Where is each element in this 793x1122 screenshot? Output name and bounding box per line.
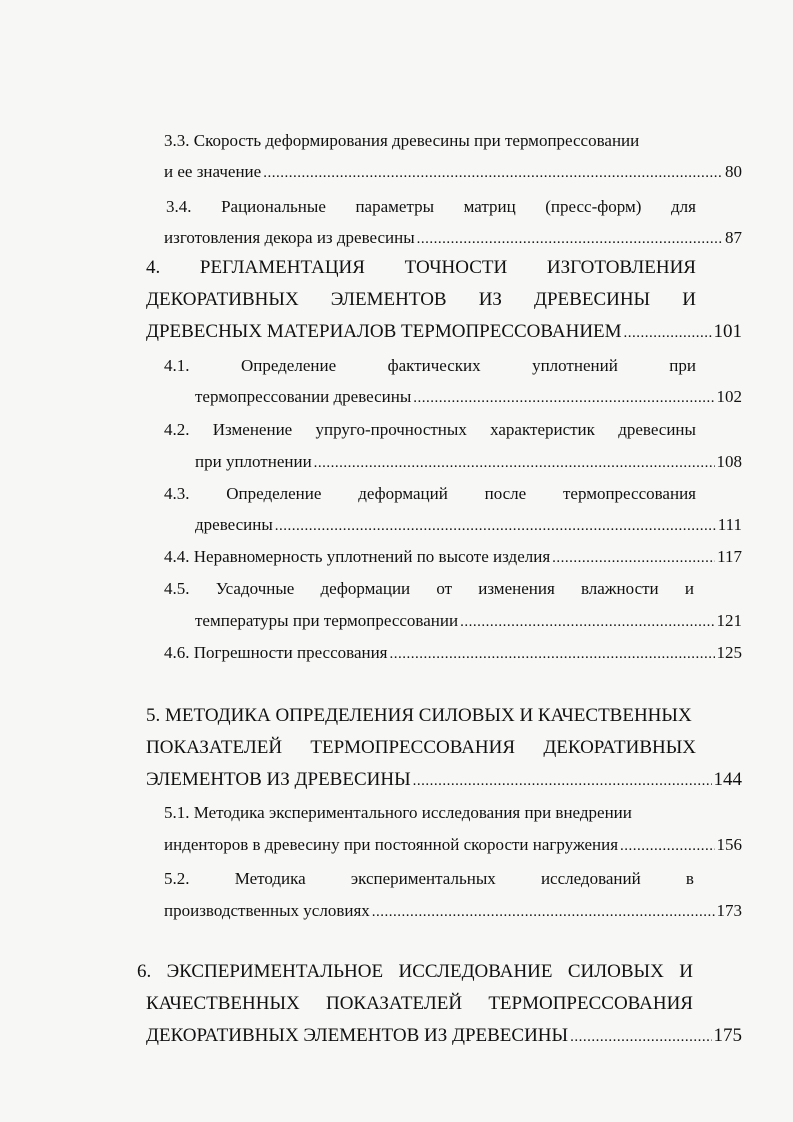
dot-leader [417, 228, 723, 249]
toc-entry-text: 4.6. Погрешности прессования [164, 643, 388, 662]
toc-6-line-2 [146, 994, 693, 1014]
toc-3-3-line-2 [164, 162, 742, 183]
toc-4-1-line-1 [164, 356, 696, 376]
toc-word: фактических [387, 356, 481, 375]
toc-word: ИЗГОТОВЛЕНИЯ [546, 257, 696, 278]
toc-word: ДРЕВЕСИНЫ [534, 289, 651, 310]
page-number: 117 [717, 547, 742, 566]
toc-entry-text: инденторов в древесину при постоянной скорости нагружения [164, 835, 619, 854]
page-number: 144 [713, 769, 742, 790]
toc-word: ПОКАЗАТЕЛЕЙ [325, 993, 463, 1014]
page-number: 108 [716, 452, 742, 471]
toc-word: деформаций [358, 484, 448, 503]
toc-entry-text: производственных условиях [164, 901, 370, 920]
toc-word: исследований [540, 869, 641, 888]
toc-word: 4.1. [164, 356, 190, 375]
toc-word: 4.3. [164, 484, 190, 503]
toc-word: уплотнений [532, 356, 618, 375]
toc-word: ИССЛЕДОВАНИЕ [398, 961, 553, 982]
page-number: 102 [716, 387, 742, 406]
toc-3-4-line-2 [164, 228, 742, 249]
toc-word: 3.3. Скорость деформирования древесины при термопрессовании [164, 131, 640, 150]
dot-leader [620, 835, 714, 856]
toc-word: (пресс-форм) [545, 197, 642, 216]
toc-4-3-line-1 [164, 484, 696, 504]
toc-entry-text: древесины [195, 515, 273, 534]
toc-word: РЕГЛАМЕНТАЦИЯ [199, 257, 365, 278]
dot-leader [314, 452, 715, 473]
toc-word: влажности [580, 579, 659, 598]
toc-word: ТЕРМОПРЕССОВАНИЯ [488, 993, 693, 1014]
toc-4-5-line-2 [195, 611, 742, 632]
toc-word: матриц [463, 197, 516, 216]
toc-word: 4.5. [164, 579, 190, 598]
toc-word: Определение [240, 356, 337, 375]
toc-word: Методика [234, 869, 306, 888]
toc-word: Изменение [212, 420, 293, 439]
toc-word: экспериментальных [350, 869, 496, 888]
toc-word: ЭЛЕМЕНТОВ [330, 289, 447, 310]
page-number: 156 [716, 835, 742, 854]
toc-4-3-line-2 [195, 515, 742, 536]
toc-word: И [682, 289, 696, 310]
toc-word: изменения [478, 579, 555, 598]
toc-entry-text: ЭЛЕМЕНТОВ ИЗ ДРЕВЕСИНЫ [146, 769, 411, 790]
toc-5-1-line-1 [164, 803, 694, 823]
toc-entry-text: температуры при термопрессовании [195, 611, 459, 630]
toc-word: после [484, 484, 527, 503]
toc-word: от [436, 579, 453, 598]
toc-word: И [679, 961, 693, 982]
toc-word: упруго-прочностных [315, 420, 467, 439]
page-number: 125 [716, 643, 742, 662]
toc-word: древесины [618, 420, 696, 439]
toc-word: ДЕКОРАТИВНЫХ [146, 289, 299, 310]
toc-word: 3.4. [166, 197, 192, 216]
page-number: 175 [713, 1025, 742, 1046]
dot-leader [460, 611, 714, 632]
toc-5-2-line-1 [164, 869, 694, 889]
toc-word: при [669, 356, 696, 375]
toc-word: ТЕРМОПРЕССОВАНИЯ [310, 737, 516, 758]
toc-4-line-1 [146, 258, 696, 278]
toc-word: ИЗ [478, 289, 502, 310]
toc-word: 5. МЕТОДИКА ОПРЕДЕЛЕНИЯ СИЛОВЫХ И КАЧЕСТВЕННЫХ [146, 705, 692, 726]
toc-4-5-line-1 [164, 579, 694, 599]
page-number: 80 [725, 162, 742, 181]
toc-word: 5.1. Методика экспериментального исследования при внедрении [164, 803, 632, 822]
toc-word: Усадочные [215, 579, 295, 598]
toc-word: ТОЧНОСТИ [404, 257, 508, 278]
toc-word: характеристик [490, 420, 595, 439]
toc-4-6 [164, 643, 742, 664]
dot-leader [552, 547, 715, 568]
toc-4-2-line-1 [164, 420, 696, 440]
toc-word: 5.2. [164, 869, 190, 888]
toc-word: и [684, 579, 694, 598]
toc-entry-text: изготовления декора из древесины [164, 228, 415, 247]
dot-leader [570, 1026, 711, 1047]
toc-word: для [671, 197, 696, 216]
toc-4-line-3 [146, 322, 742, 343]
page-number: 87 [725, 228, 742, 247]
toc-word: ПОКАЗАТЕЛЕЙ [146, 737, 283, 758]
toc-3-3-line-1 [164, 131, 696, 151]
toc-entry-text: ДРЕВЕСНЫХ МАТЕРИАЛОВ ТЕРМОПРЕССОВАНИЕМ [146, 321, 622, 342]
toc-6-line-1 [137, 962, 693, 982]
toc-word: ЭКСПЕРИМЕНТАЛЬНОЕ [166, 961, 384, 982]
toc-word: в [685, 869, 694, 888]
toc-5-line-2 [146, 738, 696, 758]
page-number: 121 [716, 611, 742, 630]
toc-4-1-line-2 [195, 387, 742, 408]
toc-entry-text: термопрессовании древесины [195, 387, 412, 406]
dot-leader [390, 643, 715, 664]
toc-word: параметры [355, 197, 435, 216]
page-number: 111 [717, 515, 742, 534]
toc-entry-text: ДЕКОРАТИВНЫХ ЭЛЕМЕНТОВ ИЗ ДРЕВЕСИНЫ [146, 1025, 569, 1046]
toc-3-4-line-1 [166, 197, 696, 217]
toc-6-line-3 [146, 1026, 742, 1047]
toc-word: термопрессования [562, 484, 696, 503]
dot-leader [275, 515, 716, 536]
toc-5-line-3 [146, 770, 742, 791]
toc-4-line-2 [146, 290, 696, 310]
toc-entry-text: 4.4. Неравномерность уплотнений по высоте изделия [164, 547, 551, 566]
toc-5-line-1 [146, 706, 696, 726]
toc-4-2-line-2 [195, 452, 742, 473]
toc-5-1-line-2 [164, 835, 742, 856]
dot-leader [372, 901, 715, 922]
toc-entry-text: при уплотнении [195, 452, 312, 471]
page-number: 101 [713, 321, 742, 342]
toc-word: КАЧЕСТВЕННЫХ [146, 993, 300, 1014]
toc-5-2-line-2 [164, 901, 742, 922]
dot-leader [413, 387, 714, 408]
toc-word: Рациональные [221, 197, 326, 216]
toc-word: СИЛОВЫХ [567, 961, 664, 982]
dot-leader [263, 162, 723, 183]
page-number: 173 [716, 901, 742, 920]
toc-entry-text: и ее значение [164, 162, 262, 181]
toc-word: ДЕКОРАТИВНЫХ [543, 737, 696, 758]
toc-word: 4.2. [164, 420, 190, 439]
toc-word: Определение [226, 484, 322, 503]
toc-4-4 [164, 547, 742, 568]
dot-leader [413, 770, 712, 791]
dot-leader [624, 322, 712, 343]
toc-word: деформации [320, 579, 411, 598]
toc-word: 6. [137, 961, 152, 982]
toc-word: 4. [146, 257, 161, 278]
